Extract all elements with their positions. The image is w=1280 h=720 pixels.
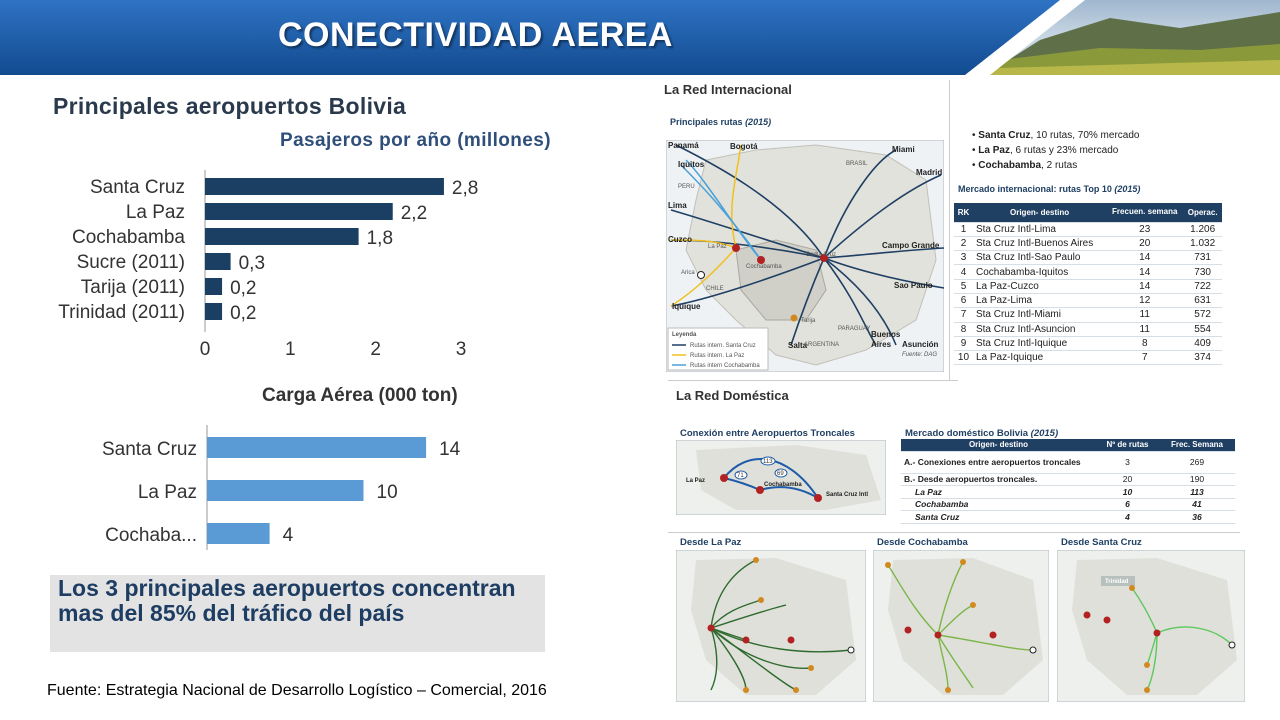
category-label: Cochabamba [71, 227, 185, 248]
svg-text:Rutas intern Cochabamba: Rutas intern Cochabamba [690, 363, 760, 369]
category-label: La Paz [137, 482, 197, 503]
category-label: Santa Cruz [101, 439, 197, 460]
svg-text:71: 71 [737, 473, 744, 479]
domestic-market-table [901, 439, 1235, 524]
from-la-paz-title: Desde La Paz [680, 537, 742, 548]
svg-text:Buenos: Buenos [871, 330, 901, 339]
svg-text:Iquitos: Iquitos [678, 160, 705, 169]
routes-title: Principales rutas (2015) [670, 117, 772, 127]
table-cell: Sta Cruz Intl-Miami [973, 308, 1106, 322]
header-rk: RK [954, 203, 973, 222]
table-cell: Sta Cruz Intl-Iquique [973, 336, 1106, 350]
from-santa-cruz-map [1057, 550, 1245, 702]
table-cell: La Paz-Lima [973, 293, 1106, 307]
page-title: CONECTIVIDAD AEREA [278, 16, 673, 54]
dom-table-header [901, 439, 1235, 451]
table-row [901, 473, 1235, 486]
bar-cargo [207, 437, 426, 458]
svg-text:Campo Grande: Campo Grande [882, 241, 940, 250]
table-cell: 4 [1096, 511, 1159, 524]
value-label: 2,8 [451, 178, 479, 199]
table-cell: 11 [1106, 322, 1183, 336]
table-cell: 190 [1159, 473, 1235, 486]
intl-bullets [972, 128, 1139, 173]
bar-passengers [205, 203, 393, 220]
divider-2 [668, 532, 1240, 533]
international-routes-map [666, 140, 944, 372]
table-header-row [954, 203, 1222, 222]
table-cell: 14 [1106, 251, 1183, 265]
category-label: Cochaba... [105, 525, 197, 546]
bar-cargo [207, 523, 270, 544]
table-row [954, 279, 1222, 293]
table-cell: 554 [1183, 322, 1222, 336]
table-cell: La Paz [901, 486, 1096, 499]
table-row [954, 308, 1222, 322]
from-santa-cruz-title: Desde Santa Cruz [1061, 537, 1142, 548]
x-tick-label: 2 [370, 339, 381, 360]
passengers-bar-chart [40, 170, 500, 360]
table-cell: 12 [1106, 293, 1183, 307]
table-cell: 14 [1106, 265, 1183, 279]
from-cochabamba-title: Desde Cochabamba [877, 537, 968, 548]
table-cell: 3 [1096, 451, 1159, 473]
table-cell: Sta Cruz Intl-Sao Paulo [973, 251, 1106, 265]
svg-text:Lima: Lima [668, 201, 687, 210]
bar-passengers [205, 303, 222, 320]
table-cell: 730 [1183, 265, 1222, 279]
svg-text:Iquique: Iquique [672, 302, 701, 311]
callout-text: Los 3 principales aeropuertos concentran mas del 85% del tráfico del país [58, 575, 516, 626]
table-row [901, 498, 1235, 511]
category-label: Sucre (2011) [76, 252, 185, 273]
table-row [954, 236, 1222, 250]
value-label: 4 [282, 525, 294, 546]
table-cell: 374 [1183, 351, 1222, 365]
svg-text:La Paz: La Paz [708, 244, 727, 250]
table-cell: 10 [1096, 486, 1159, 499]
table-cell: 8 [954, 322, 973, 336]
section-title-airports: Principales aeropuertos Bolivia [53, 93, 407, 119]
svg-text:Trinidad: Trinidad [1105, 579, 1129, 585]
table-cell: 113 [1159, 486, 1235, 499]
table-cell: 269 [1159, 451, 1235, 473]
category-label: Tarija (2011) [80, 277, 185, 298]
category-label: Santa Cruz [89, 177, 185, 198]
svg-text:Cochabamba: Cochabamba [746, 264, 782, 270]
svg-text:BRASIL: BRASIL [846, 161, 868, 167]
header-ops: Operac. [1183, 203, 1222, 222]
table-cell: 14 [1106, 279, 1183, 293]
intl-routes-table [954, 203, 1222, 365]
svg-text:ARGENTINA: ARGENTINA [804, 342, 840, 348]
table-cell: 36 [1159, 511, 1235, 524]
bar-cargo [207, 480, 364, 501]
dom-network-title: La Red Doméstica [676, 388, 789, 403]
from-cochabamba-map [873, 550, 1049, 702]
table-cell: 1.032 [1183, 236, 1222, 250]
svg-text:Rutas intern. Santa Cruz: Rutas intern. Santa Cruz [690, 343, 756, 349]
svg-text:Arica: Arica [681, 270, 695, 276]
svg-text:Fuente: DAG: Fuente: DAG [902, 352, 938, 358]
table-cell: 731 [1183, 251, 1222, 265]
table-cell: Cochabamba [901, 498, 1096, 511]
svg-text:PARAGUAY: PARAGUAY [838, 326, 871, 332]
category-label: Trinidad (2011) [58, 302, 185, 323]
cargo-bar-chart [40, 420, 500, 570]
svg-text:Madrid: Madrid [916, 168, 943, 177]
category-label: La Paz [125, 202, 185, 223]
trunk-connections-map [676, 440, 886, 515]
svg-text:Santa Cruz: Santa Cruz [806, 252, 837, 258]
table-row [954, 293, 1222, 307]
divider [668, 380, 958, 381]
table-cell: Cochabamba-Iquitos [973, 265, 1106, 279]
svg-text:Leyenda: Leyenda [672, 332, 697, 338]
svg-text:Panamá: Panamá [668, 141, 699, 150]
table-cell: 572 [1183, 308, 1222, 322]
svg-text:Bogotá: Bogotá [730, 142, 758, 151]
table-cell: Sta Cruz Intl-Asuncion [973, 322, 1106, 336]
value-label: 14 [439, 439, 461, 460]
table-cell: Sta Cruz Intl-Lima [973, 222, 1106, 236]
table-cell: 20 [1106, 236, 1183, 250]
table-cell: 1 [954, 222, 973, 236]
x-tick-label: 0 [199, 339, 211, 360]
intl-table-title: Mercado internacional: rutas Top 10 (2015) [958, 184, 1141, 194]
dom-header-routes: Nº de rutas [1096, 439, 1159, 451]
svg-text:69: 69 [777, 471, 784, 477]
svg-text:Rutas intern. La Paz: Rutas intern. La Paz [690, 353, 745, 359]
table-cell: La Paz-Iquique [973, 351, 1106, 365]
table-row [954, 322, 1222, 336]
table-cell: 7 [954, 308, 973, 322]
table-cell: 5 [954, 279, 973, 293]
table-cell: 4 [954, 265, 973, 279]
table-cell: 10 [954, 351, 973, 365]
trunk-title: Conexión entre Aeropuertos Troncales [680, 428, 855, 439]
svg-text:113: 113 [763, 459, 773, 465]
bullet-la-paz: • La Paz, 6 rutas y 23% mercado [972, 145, 1119, 156]
svg-text:CHILE: CHILE [706, 286, 724, 292]
table-cell: 23 [1106, 222, 1183, 236]
dom-header-origin: Origen- destino [901, 439, 1096, 451]
table-row [954, 265, 1222, 279]
bar-passengers [205, 178, 444, 195]
table-row [901, 486, 1235, 499]
bullet-santa-cruz: • Santa Cruz, 10 rutas, 70% mercado [972, 130, 1140, 141]
table-cell: 722 [1183, 279, 1222, 293]
table-cell: La Paz-Cuzco [973, 279, 1106, 293]
from-la-paz-map [676, 550, 866, 702]
svg-text:Santa Cruz Intl: Santa Cruz Intl [826, 492, 869, 498]
bar-passengers [205, 253, 231, 270]
table-cell: 9 [954, 336, 973, 350]
table-cell: A.- Conexiones entre aeropuertos troncales [901, 451, 1096, 473]
bullet-cochabamba: • Cochabamba, 2 rutas [972, 160, 1078, 171]
table-cell: 6 [1096, 498, 1159, 511]
dom-header-freq: Frec. Semana [1159, 439, 1235, 451]
svg-text:Asunción: Asunción [902, 340, 939, 349]
svg-text:Cochabamba: Cochabamba [764, 482, 802, 488]
svg-text:Miami: Miami [892, 145, 915, 154]
table-cell: 2 [954, 236, 973, 250]
svg-text:La Paz: La Paz [686, 478, 706, 484]
value-label: 0,2 [230, 278, 257, 299]
table-row [901, 451, 1235, 473]
table-cell: 41 [1159, 498, 1235, 511]
table-cell: Santa Cruz [901, 511, 1096, 524]
table-cell: 20 [1096, 473, 1159, 486]
svg-text:Salta: Salta [788, 341, 808, 350]
table-cell: 7 [1106, 351, 1183, 365]
cargo-chart-title: Carga Aérea (000 ton) [262, 385, 458, 406]
bar-passengers [205, 228, 359, 245]
table-cell: 8 [1106, 336, 1183, 350]
value-label: 0,2 [230, 303, 257, 324]
svg-text:Sao Paulo: Sao Paulo [894, 281, 933, 290]
table-cell: 1.206 [1183, 222, 1222, 236]
value-label: 0,3 [238, 253, 266, 274]
table-cell: 631 [1183, 293, 1222, 307]
value-label: 2,2 [400, 203, 428, 224]
svg-text:Tarija: Tarija [801, 318, 816, 324]
svg-text:Cuzco: Cuzco [668, 235, 692, 244]
svg-text:Aires: Aires [871, 340, 892, 349]
table-cell: 6 [954, 293, 973, 307]
table-row [954, 222, 1222, 236]
value-label: 10 [376, 482, 398, 503]
passengers-chart-title: Pasajeros por año (millones) [280, 130, 551, 151]
source-note: Fuente: Estrategia Nacional de Desarrollo Logístico – Comercial, 2016 [47, 682, 547, 699]
intl-network-title: La Red Internacional [664, 82, 792, 97]
table-row [901, 511, 1235, 524]
table-cell: 3 [954, 251, 973, 265]
table-cell: B.- Desde aeropuertos troncales. [901, 473, 1096, 486]
table-row [954, 351, 1222, 365]
table-cell: Sta Cruz Intl-Buenos Aires [973, 236, 1106, 250]
table-cell: 11 [1106, 308, 1183, 322]
table-row [954, 336, 1222, 350]
table-row [954, 251, 1222, 265]
header-origin: Origen- destino [973, 203, 1106, 222]
value-label: 1,8 [366, 228, 394, 249]
x-tick-label: 3 [455, 339, 467, 360]
header-freq: Frecuen. semana [1106, 203, 1183, 222]
table-cell: 409 [1183, 336, 1222, 350]
dom-table-title: Mercado doméstico Bolivia (2015) [905, 428, 1059, 439]
x-tick-label: 1 [285, 339, 296, 360]
svg-text:PERU: PERU [678, 184, 695, 190]
bar-passengers [205, 278, 222, 295]
